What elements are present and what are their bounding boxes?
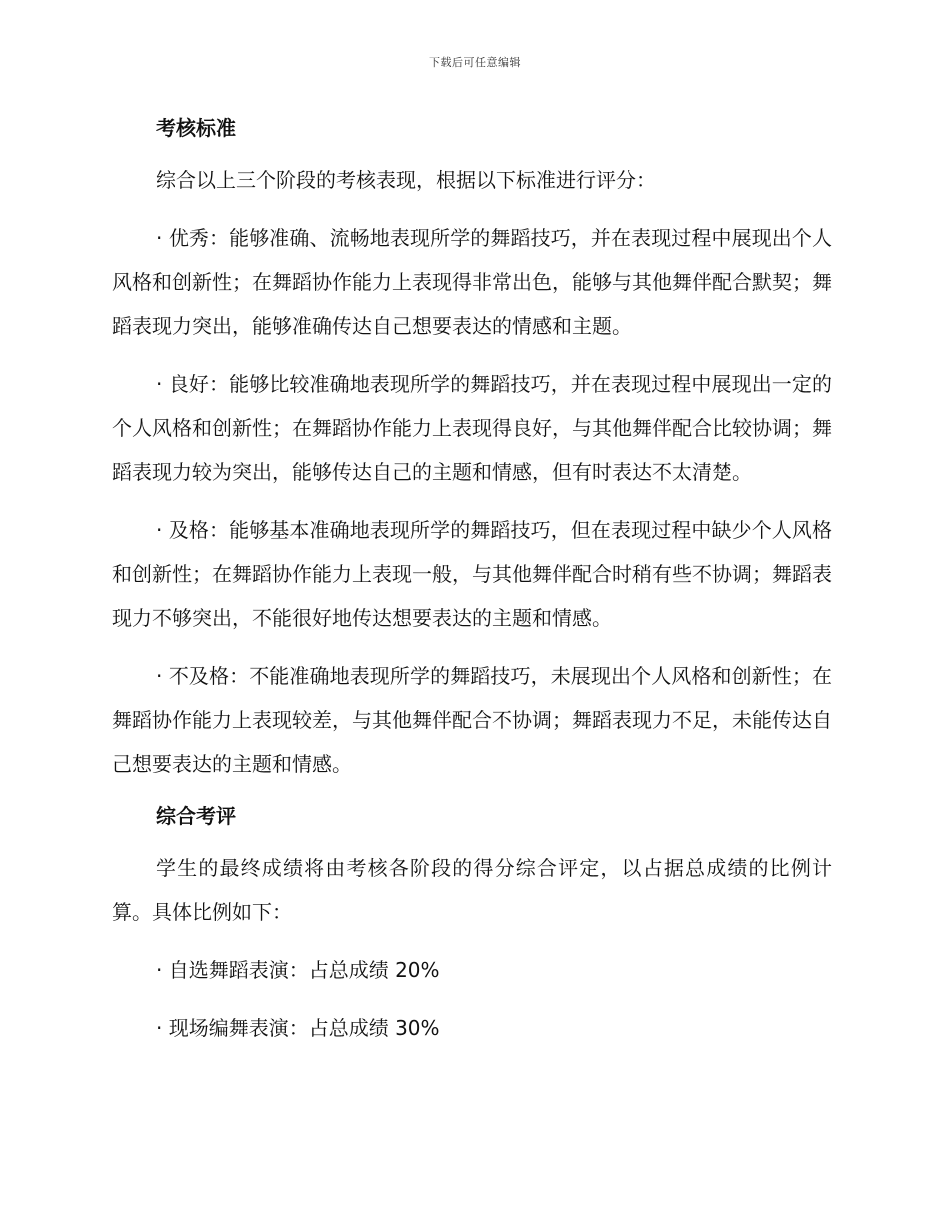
overall-item-choreography-performance: · 现场编舞表演：占总成绩 30% [156,1016,440,1040]
criteria-item-fail: · 不及格：不能准确地表现所学的舞蹈技巧，未展现出个人风格和创新性；在舞蹈协作能力上表现较差，与其他舞伴配合不协调；舞蹈表现力不足，未能传达自己想要表达的主题和情感。 [112,664,832,776]
overall-item-solo-performance: · 自选舞蹈表演：占总成绩 20% [156,958,440,982]
criteria-item-excellent: · 优秀：能够准确、流畅地表现所学的舞蹈技巧，并在表现过程中展现出个人风格和创新性；在舞蹈协作能力上表现得非常出色，能够与其他舞伴配合默契；舞蹈表现力突出，能够准确传达自己想要表达的情感和主题。 [112,226,832,338]
criteria-item-good: · 良好：能够比较准确地表现所学的舞蹈技巧，并在表现过程中展现出一定的个人风格和创新性；在舞蹈协作能力上表现得良好，与其他舞伴配合比较协调；舞蹈表现力较为突出，能够传达自己的主题和情感，但有时表达不太清楚。 [112,372,832,484]
page-header-note: 下载后可任意编辑 [429,56,521,69]
section-heading-criteria: 考核标准 [156,116,236,140]
document-body [112,112,832,1064]
criteria-intro: 综合以上三个阶段的考核表现，根据以下标准进行评分： [156,168,656,192]
section-heading-overall: 综合考评 [156,804,236,828]
criteria-item-pass: · 及格：能够基本准确地表现所学的舞蹈技巧，但在表现过程中缺少个人风格和创新性；在舞蹈协作能力上表现一般，与其他舞伴配合时稍有些不协调；舞蹈表现力不够突出，不能很好地传达想要表达的主题和情感。 [112,518,832,630]
overall-intro: 学生的最终成绩将由考核各阶段的得分综合评定，以占据总成绩的比例计算。具体比例如下： [112,856,832,924]
